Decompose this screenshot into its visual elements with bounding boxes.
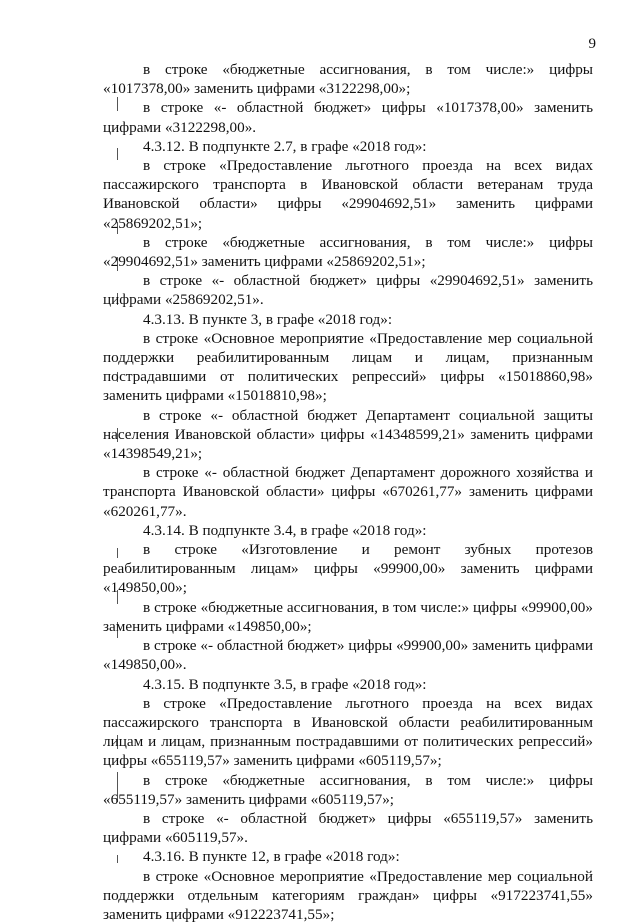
paragraph: в строке «бюджетные ассигнования, в том числе:» цифры «1017378,00» заменить цифрами «3122298,00»; xyxy=(103,61,593,98)
paragraph: в строке «- областной бюджет» цифры «99900,00» заменить цифрами «149850,00». xyxy=(103,637,593,674)
paragraph: в строке «- областной бюджет Департамент социальной защиты населения Ивановской области» цифры «14348599,21» заменить цифрами «14398549,21»; xyxy=(103,406,593,463)
section-heading: 4.3.15. В подпункте 3.5, в графе «2018 год»: xyxy=(143,675,427,693)
page-number: 9 xyxy=(588,36,596,52)
section-heading: 4.3.14. В подпункте 3.4, в графе «2018 год»: xyxy=(143,521,427,539)
section-heading: 4.3.13. В пункте 3, в графе «2018 год»: xyxy=(143,310,393,328)
paragraph: в строке «- областной бюджет» цифры «655119,57» заменить цифрами «605119,57». xyxy=(103,809,593,847)
paragraph: в строке «Основное мероприятие «Предоставление мер социальной поддержки реабилитированным лицам и лицам, признанным пострадавшими от политических репрессий» цифры «15018860,98» заменить цифрами «15018810,98»; xyxy=(103,329,593,405)
paragraph: в строке «бюджетные ассигнования, в том числе:» цифры «655119,57» заменить цифрами «605119,57»; xyxy=(103,771,593,808)
paragraph: в строке «- областной бюджет» цифры «29904692,51» заменить цифрами «25869202,51». xyxy=(103,272,593,309)
paragraph: в строке «- областной бюджет Департамент дорожного хозяйства и транспорта Ивановской области» цифры «670261,77» заменить цифрами «620261,77». xyxy=(103,464,593,520)
section-heading: 4.3.16. В пункте 12, в графе «2018 год»: xyxy=(143,848,400,866)
section-heading: 4.3.12. В подпункте 2.7, в графе «2018 год»: xyxy=(143,137,427,155)
paragraph: в строке «Предоставление льготного проезда на всех видах пассажирского транспорта в Ивановской области ветеранам труда Ивановской области» цифры «29904692,51» заменить цифрами «25869202,51»; xyxy=(103,157,593,232)
paragraph: в строке «бюджетные ассигнования, в том числе:» цифры «29904692,51» заменить цифрами «25869202,51»; xyxy=(103,233,593,271)
paragraph: в строке «Основное мероприятие «Предоставление мер социальной поддержки отдельным категориям граждан» цифры «917223741,55» заменить цифрами «912223741,55»; xyxy=(103,867,593,923)
document-body xyxy=(103,60,593,924)
paragraph: в строке «Предоставление льготного проезда на всех видах пассажирского транспорта в Ивановской области реабилитированным лицам и лицам, признанным пострадавшими от политических репрессий» цифры «655119,57» заменить цифрами «605119,57»; xyxy=(103,694,593,770)
paragraph: в строке «- областной бюджет» цифры «1017378,00» заменить цифрами «3122298,00». xyxy=(103,99,593,136)
paragraph: в строке «Изготовление и ремонт зубных протезов реабилитированным лицам» цифры «99900,00» заменить цифрами «149850,00»; xyxy=(103,541,593,597)
paragraph: в строке «бюджетные ассигнования, в том числе:» цифры «99900,00» заменить цифрами «149850,00»; xyxy=(103,598,593,635)
